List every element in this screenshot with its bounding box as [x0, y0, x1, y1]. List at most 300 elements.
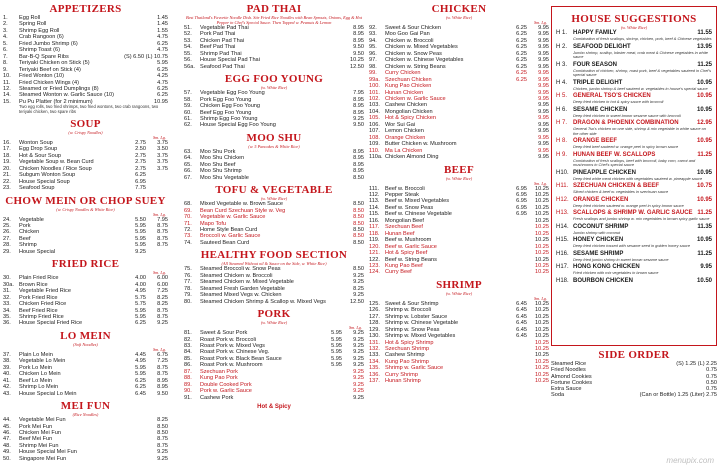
- item-price: 9.25: [157, 449, 168, 456]
- item-price: 10.50: [696, 277, 712, 284]
- item-price: 9.95: [700, 264, 712, 270]
- item-number: 30a.: [3, 281, 14, 288]
- item-name: Seafood Pad Thai: [200, 63, 245, 70]
- item-number: 117.: [369, 224, 380, 231]
- item-number: 112.: [369, 191, 380, 198]
- item-number: 70.: [184, 214, 192, 221]
- item-number: H 8.: [556, 138, 568, 144]
- item-price-small: 6.25: [135, 377, 146, 384]
- item-price-small: 5.75: [135, 294, 146, 301]
- item-name: GENERAL TSO'S CHICKEN: [573, 93, 651, 99]
- item-price-large: 9.95: [538, 115, 549, 122]
- item-name: Vegetable Mei Fun: [19, 417, 66, 424]
- item-name: Pork Lo Mein: [19, 364, 52, 371]
- item-price: 8.50: [353, 226, 364, 233]
- house-item: [556, 120, 712, 136]
- item-number: 45.: [3, 423, 11, 430]
- item-number: 42.: [3, 384, 11, 391]
- item-name: Steamed Chicken Shrimp & Scallop w. Mixed Vegs: [200, 298, 326, 305]
- section-title-eggfooyoung: EGG FOO YOUNG: [224, 73, 324, 86]
- item-number: H 9.: [556, 151, 568, 158]
- item-price: 1.45: [157, 15, 168, 21]
- item-name: Pork w. Garlic Sauce: [200, 388, 252, 395]
- item-name: Fried Noodles: [551, 367, 586, 374]
- item-name: BOURBON CHICKEN: [573, 277, 633, 284]
- item-name: Steamed Mixed Vegs w. Chicken: [200, 292, 282, 299]
- section-title-padthai: PAD THAI: [246, 3, 302, 15]
- item-price-large: 8.75: [157, 307, 168, 314]
- item-number: 48.: [3, 442, 11, 449]
- item-price-large: 3.75: [157, 152, 168, 159]
- item-name: Pu Pu Platter (for 2 minimum): [19, 98, 93, 105]
- item-name: Bean Curd Szechuan Style w. Veg: [200, 207, 286, 214]
- item-price-large: 10.25: [535, 300, 549, 307]
- item-name: Hot & Spicy Shrimp: [385, 339, 434, 346]
- item-name: Beef w. Mushroom: [385, 237, 432, 244]
- section-title-house: HOUSE SUGGESTIONS: [571, 13, 697, 25]
- item-name: Vegetable: [19, 216, 44, 223]
- item-price-large: 9.95: [538, 128, 549, 135]
- item-number: 30.: [3, 275, 11, 282]
- item-price: 9.25: [353, 115, 364, 122]
- item-name: Mongolian Chicken: [385, 108, 433, 115]
- section-columns-beef: Sm. Lg.: [533, 180, 547, 186]
- item-name: Szechuan Chicken: [385, 76, 432, 83]
- item-price: 10.95: [696, 196, 712, 203]
- item-number: 107.: [369, 128, 380, 135]
- item-name: Spring Roll: [19, 21, 47, 28]
- item-price-small: 6.45: [516, 320, 527, 327]
- item-price-small: 6.25: [135, 320, 146, 327]
- item-name: COCONUT SHRIMP: [573, 223, 629, 230]
- item-name: Double Cooked Pork: [200, 381, 252, 388]
- house-item: [556, 264, 712, 276]
- item-number: 49.: [3, 449, 11, 456]
- item-number: 58.: [184, 96, 192, 103]
- item-name: Crab Rangoon (6): [19, 34, 64, 41]
- item-price: 4.25: [157, 73, 168, 80]
- item-name: Beef w. Snow Peas: [385, 204, 434, 211]
- section-chowmein: [3, 195, 168, 256]
- item-price-large: 9.95: [538, 154, 549, 161]
- item-number: H 3.: [556, 61, 568, 68]
- item-name: Chicken w. Broccoli: [385, 37, 434, 44]
- item-name: Chicken Mei Fun: [19, 429, 61, 436]
- item-price: 8.50: [353, 266, 364, 273]
- house-item: [556, 138, 712, 150]
- house-item: [556, 30, 712, 42]
- item-price-large: 3.50: [157, 146, 168, 153]
- item-number: 50.: [3, 455, 11, 462]
- item-name: Cashew Shrimp: [385, 352, 425, 359]
- item-number: 44.: [3, 417, 11, 424]
- menu-item-row: [369, 154, 549, 160]
- item-price-large: 10.25: [535, 346, 549, 353]
- side-item-row: [551, 392, 717, 398]
- item-name: Sauteed Bean Curd: [200, 239, 250, 246]
- item-price: 8.95: [353, 37, 364, 44]
- menu-item-row: [184, 395, 364, 401]
- house-item: [556, 44, 712, 60]
- item-number: 128.: [369, 320, 380, 327]
- item-name: Moo Shu Shrimp: [200, 168, 242, 175]
- item-name: Pork Pad Thai: [200, 31, 236, 38]
- item-number: 8.: [3, 60, 8, 67]
- item-name: Almond Cookies: [551, 373, 592, 380]
- item-price-small: 5.95: [135, 242, 146, 249]
- item-number: 75.: [184, 266, 192, 273]
- house-suggestions-box: [551, 6, 717, 346]
- item-name: Steamed or Fried Dumplings (8): [19, 85, 99, 92]
- house-item: [556, 80, 712, 92]
- item-name: Wor Sui Gai: [385, 121, 416, 128]
- item-number: 19.: [3, 159, 11, 166]
- item-price-large: 10.25: [535, 237, 549, 244]
- item-price-small: 6.45: [135, 390, 146, 397]
- item-number: 69.: [184, 207, 192, 214]
- item-description: Combination of fresh scallops, shrimp, chicken, pork, beef & Chinese vegetables: [573, 36, 712, 41]
- item-number: 35.: [3, 314, 11, 320]
- item-name: ORANGE CHICKEN: [573, 196, 629, 203]
- item-price: 5.95: [157, 60, 168, 67]
- item-name: Chicken Pad Thai: [200, 37, 245, 44]
- item-number: 93.: [369, 31, 377, 38]
- item-price-large: 9.95: [538, 63, 549, 70]
- item-number: 57.: [184, 90, 192, 97]
- item-price: 4.75: [157, 79, 168, 86]
- item-number: 34.: [3, 307, 11, 314]
- item-price-large: 8.75: [157, 223, 168, 230]
- house-item: [556, 237, 712, 249]
- item-number: 3.: [3, 27, 8, 34]
- item-price-small: 5.95: [135, 235, 146, 242]
- item-price-large: 6.00: [157, 281, 168, 288]
- item-price: 9.25: [353, 272, 364, 279]
- item-number: 52.: [184, 31, 192, 38]
- item-number: 133.: [369, 352, 380, 359]
- item-name: HUNAN BEEF W. SCALLOPS: [573, 151, 656, 158]
- item-price: 1.45: [157, 21, 168, 28]
- item-price-small: 6.95: [516, 204, 527, 211]
- item-name: Steamed Fresh Garden Vegetable: [200, 285, 285, 292]
- item-number: 1.: [3, 15, 8, 21]
- item-number: 22.: [3, 178, 11, 185]
- item-number: 41.: [3, 377, 11, 384]
- item-price: 7.95: [353, 90, 364, 97]
- item-price: 8.50: [353, 174, 364, 181]
- item-number: 65.: [184, 161, 192, 168]
- item-number: 71.: [184, 220, 192, 227]
- item-price-large: 9.95: [538, 89, 549, 96]
- item-price-large: 10.25: [535, 230, 549, 237]
- item-price: 9.25: [157, 455, 168, 462]
- item-description: Jumbo shrimp with coconut: [573, 229, 621, 235]
- item-number: 54.: [184, 44, 192, 51]
- item-number: 116.: [369, 217, 380, 224]
- item-number: 56.: [184, 57, 192, 64]
- menu-item-row: [3, 249, 168, 255]
- item-price-large: 10.25: [535, 204, 549, 211]
- item-number: 131.: [369, 339, 380, 346]
- section-eggfooyoung: [184, 73, 364, 129]
- item-name: Kung Pao Pork: [200, 375, 238, 382]
- item-name: Vegetable Fried Rice: [19, 288, 71, 295]
- item-number: 72.: [184, 226, 192, 233]
- item-price-large: 9.95: [538, 121, 549, 128]
- item-price: 8.50: [353, 233, 364, 240]
- section-subtitle-chicken: (w. White Rice): [445, 15, 473, 20]
- item-number: 32.: [3, 294, 11, 301]
- item-name: Shrimp Pad Thai: [200, 50, 242, 57]
- item-price-large: 9.95: [538, 76, 549, 83]
- item-number: 121.: [369, 250, 380, 257]
- item-price: 4.75: [157, 34, 168, 41]
- item-name: Shrimp w. Snow Peas: [385, 326, 440, 333]
- item-name: Sweet & Sour Shrimp: [385, 300, 439, 307]
- item-name: Cashew Pork: [200, 394, 234, 401]
- section-subtitle-soup: (w. Crispy Noodles): [68, 129, 103, 135]
- item-price-small: 2.75: [135, 152, 146, 159]
- item-price: 8.50: [353, 207, 364, 214]
- item-number: H13.: [556, 210, 569, 216]
- section-subtitle-chowmein: (w. Crispy Noodles & White Rice): [56, 206, 115, 212]
- item-name: Chicken: [19, 229, 40, 236]
- item-price-small: 6.45: [516, 300, 527, 307]
- item-price-small: 6.45: [516, 326, 527, 333]
- item-price-small: 5.50: [135, 216, 146, 223]
- item-price: 8.95: [353, 148, 364, 155]
- item-number: 92.: [369, 25, 377, 31]
- item-price-small: [505, 269, 527, 275]
- menu-item-row: [184, 175, 364, 181]
- item-name: Steamed Chicken w. Mixed Vegetable: [200, 279, 294, 286]
- item-name: HONEY CHICKEN: [573, 237, 624, 243]
- section-padthai: [184, 3, 364, 70]
- item-name: Beef Egg Foo Young: [200, 109, 252, 116]
- item-price-large: [146, 249, 168, 255]
- item-number: 28.: [3, 242, 11, 249]
- item-name: House Special Soup: [19, 178, 70, 185]
- item-price: 6.25: [157, 66, 168, 73]
- item-number: 104.: [369, 108, 380, 115]
- item-price: 11.35: [697, 223, 712, 230]
- item-price-large: 10.25: [535, 224, 549, 231]
- item-number: 55.: [184, 50, 192, 57]
- item-price: 11.25: [697, 61, 712, 68]
- item-price-small: 6.95: [516, 198, 527, 205]
- item-price-large: 9.95: [538, 37, 549, 44]
- item-price: 9.50: [353, 122, 364, 129]
- item-price-small: 6.95: [516, 211, 527, 218]
- item-number: 21.: [3, 172, 11, 179]
- item-number: 15.: [3, 98, 11, 105]
- item-description: Deep fried chicken in hot & spicy sauce with broccoli: [573, 99, 664, 104]
- section-friedrice: [3, 258, 168, 327]
- item-number: 100.: [369, 83, 380, 90]
- item-number: 64.: [184, 155, 192, 162]
- item-price: 8.50: [353, 239, 364, 246]
- item-number: 23.: [3, 185, 11, 192]
- item-number: 87.: [184, 368, 192, 375]
- item-name: Shrimp Lo Mein: [19, 384, 59, 391]
- item-price-small: 5.95: [135, 223, 146, 230]
- item-number: 82.: [184, 336, 192, 343]
- item-price-large: 9.95: [538, 141, 549, 148]
- item-name: TRIPLE DELIGHT: [573, 79, 623, 86]
- item-name: Curry Shrimp: [385, 371, 418, 378]
- item-number: 105.: [369, 115, 380, 122]
- item-name: Shrimp w. Lobster Sauce: [385, 313, 448, 320]
- item-price-large: 10.25: [535, 326, 549, 333]
- item-price-large: 9.25: [353, 381, 364, 388]
- item-price-small: 6.25: [135, 384, 146, 391]
- item-number: 78.: [184, 285, 192, 292]
- item-price: 4.75: [157, 47, 168, 54]
- item-price-small: 2.50: [135, 146, 146, 153]
- item-price: 6.25: [157, 40, 168, 47]
- item-number: 114.: [369, 204, 380, 211]
- item-price: 11.55: [697, 30, 712, 36]
- item-description: Combination of chicken, shrimp, roast pork, beef & vegetables sauteed in Chef's special sauce: [573, 67, 712, 77]
- house-item: [556, 197, 712, 209]
- section-columns-lomein: Sm. Lg.: [152, 346, 166, 352]
- item-number: H 6.: [556, 106, 568, 113]
- section-title-mooshu: MOO SHU: [246, 131, 302, 144]
- item-price: 8.75: [157, 436, 168, 443]
- item-name: Beef Mei Fun: [19, 436, 53, 443]
- item-price: 9.25: [353, 292, 364, 299]
- item-price: 8.95: [353, 25, 364, 31]
- item-name: Shrimp w. Mixed Vegetables: [385, 333, 456, 340]
- item-number: 126.: [369, 307, 380, 314]
- item-number: 5.: [3, 40, 8, 47]
- item-number: 61.: [184, 115, 192, 122]
- item-price: 0.75: [706, 386, 717, 393]
- item-price: 12.50: [350, 298, 364, 305]
- item-price-large: 9.95: [538, 50, 549, 57]
- item-number: 24.: [3, 216, 11, 223]
- item-name: Moo Shu Vegetable: [200, 174, 249, 181]
- item-name: Beef: [19, 235, 31, 242]
- item-name: Mapo Tofu: [200, 220, 227, 227]
- item-price-small: 5.75: [135, 301, 146, 308]
- menu-item-row: [184, 64, 364, 70]
- section-appetizers: [3, 3, 168, 115]
- menu-item-row: [184, 240, 364, 246]
- item-number: 77.: [184, 279, 192, 286]
- item-number: 84.: [184, 349, 192, 356]
- item-number: 40.: [3, 371, 11, 378]
- item-price-small: 4.45: [135, 351, 146, 358]
- item-name: Vegetable Pad Thai: [200, 25, 249, 31]
- item-description: Jumbo shrimp, scallop, lobster meat, crab meat & Chinese vegetables in white sauce: [573, 49, 708, 59]
- item-number: 12.: [3, 85, 11, 92]
- item-name: Teriyaki Chicken on Stick (5): [19, 60, 90, 67]
- item-number: 36.: [3, 320, 11, 327]
- item-name: Wonton Soup: [19, 139, 53, 146]
- section-columns-shrimp: Sm. Lg.: [533, 295, 547, 301]
- item-description: Sliced chicken & beef w. vegetables in szechuan sauce: [573, 189, 669, 194]
- item-description: Fresh scallops and jumbo shrimp w. mix vegetables in brown spicy garlic sauce: [573, 216, 710, 221]
- item-name: Curry Beef: [385, 269, 412, 276]
- item-number: 123.: [369, 262, 380, 269]
- item-number: 25.: [3, 223, 11, 230]
- item-number: 27.: [3, 235, 11, 242]
- item-price-large: 7.25: [157, 358, 168, 365]
- item-number: 46.: [3, 429, 11, 436]
- section-healthy: [184, 249, 364, 305]
- item-name: Vegetable Soup w. Bean Curd: [19, 159, 94, 166]
- item-name: Beef w. String Beans: [385, 256, 437, 263]
- item-number: 88.: [184, 375, 192, 382]
- item-price-small: 4.95: [135, 288, 146, 295]
- item-price-large: 10.25: [535, 371, 549, 378]
- item-price-small: 6.95: [135, 178, 146, 185]
- item-number: 137.: [369, 378, 380, 385]
- item-number: 115.: [369, 211, 380, 218]
- item-price-large: 10.25: [535, 307, 549, 314]
- item-number: 53.: [184, 37, 192, 44]
- item-price-large: 9.25: [353, 349, 364, 356]
- item-price-small: 6.25: [516, 76, 527, 83]
- item-name: Roast Pork w. Mixed Vegs: [200, 342, 265, 349]
- item-number: 86.: [184, 362, 192, 369]
- section-title-beef: BEEF: [444, 163, 474, 176]
- item-description: Deep fried beef sauteed w. orange peel in spicy brown sauce: [573, 144, 679, 149]
- item-name: Teriyaki Beef on Stick (4): [19, 66, 81, 73]
- item-price-small: 6.25: [135, 172, 146, 179]
- item-name: Shrimp w. Chinese Vegetable: [385, 320, 459, 327]
- item-number: 10.: [3, 73, 11, 80]
- item-price-large: 9.95: [538, 57, 549, 64]
- item-name: Mixed Vegetable w. Brown Sauce: [200, 201, 284, 208]
- item-number: 14.: [3, 92, 11, 99]
- item-price: 8.95: [353, 96, 364, 103]
- house-item: [556, 278, 712, 285]
- item-name: Vegetable Egg Foo Young: [200, 90, 265, 97]
- item-name: Chicken Fried Rice: [19, 301, 67, 308]
- item-name: Seafood Soup: [19, 185, 55, 192]
- section-soup: [3, 118, 168, 192]
- item-price-large: 10.25: [535, 320, 549, 327]
- item-number: 132.: [369, 346, 380, 353]
- item-price: (S) 1.25 (L) 2.25: [676, 361, 717, 367]
- menu-item-row: [3, 391, 168, 397]
- item-price-large: [146, 185, 168, 191]
- item-price-large: 10.25: [535, 217, 549, 224]
- item-price: 8.75: [157, 442, 168, 449]
- section-lomein: [3, 330, 168, 397]
- section-title-shrimp: SHRIMP: [436, 278, 482, 291]
- section-note-appetizers: Two egg rolls, two fried shrimps, two fried wontons, two crab rangoons, two teriyaki chicken, two spare ribs: [19, 104, 159, 115]
- item-number: 63.: [184, 148, 192, 155]
- item-name: Roast Pork w. Mushroom: [200, 362, 263, 369]
- item-name: Egg Drop Soup: [19, 146, 58, 153]
- item-number: H 5.: [556, 93, 568, 99]
- item-price-large: 10.25: [535, 211, 549, 218]
- item-price-small: [505, 154, 527, 160]
- section-title-meifun: MEI FUN: [60, 400, 111, 413]
- house-item: [556, 183, 712, 195]
- item-number: 66.: [184, 168, 192, 175]
- item-price-small: 5.95: [135, 314, 146, 320]
- item-number: 108.: [369, 134, 380, 141]
- item-name: Roast Pork w. Black Bean Sauce: [200, 355, 282, 362]
- item-name: Sweet & Sour Chicken: [385, 25, 441, 31]
- item-name: FOUR SEASON: [573, 61, 618, 68]
- item-name: Kung Pao Chicken: [385, 83, 432, 90]
- item-price-large: 10.25: [535, 358, 549, 365]
